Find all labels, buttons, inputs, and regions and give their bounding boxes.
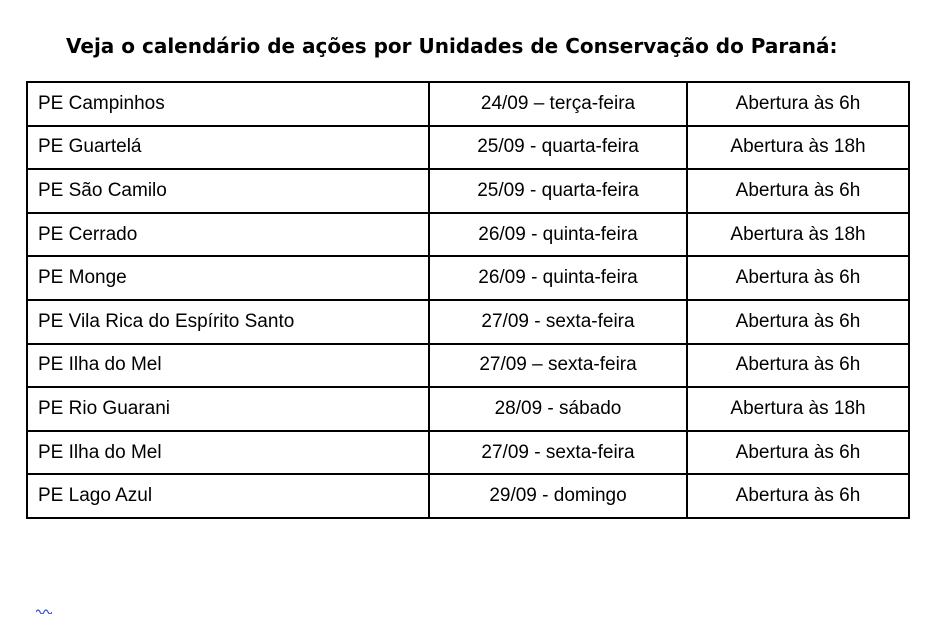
spellcheck-squiggle-icon bbox=[36, 608, 52, 614]
document-title: Veja o calendário de ações por Unidades de Conservação do Paraná: bbox=[66, 34, 838, 58]
park-name-cell: PE Ilha do Mel bbox=[27, 431, 429, 475]
date-cell: 26/09 - quinta-feira bbox=[429, 256, 687, 300]
table-row bbox=[27, 344, 909, 388]
park-name-cell: PE Guartelá bbox=[27, 126, 429, 170]
table-row bbox=[27, 256, 909, 300]
table-row bbox=[27, 169, 909, 213]
table-row bbox=[27, 82, 909, 126]
table-row bbox=[27, 300, 909, 344]
opening-time-cell: Abertura às 6h bbox=[687, 474, 909, 518]
opening-time-cell: Abertura às 18h bbox=[687, 126, 909, 170]
table-row bbox=[27, 431, 909, 475]
opening-time-cell: Abertura às 18h bbox=[687, 213, 909, 257]
park-name-cell: PE São Camilo bbox=[27, 169, 429, 213]
park-name-cell: PE Campinhos bbox=[27, 82, 429, 126]
table-row bbox=[27, 474, 909, 518]
park-name-cell: PE Monge bbox=[27, 256, 429, 300]
park-name-cell: PE Cerrado bbox=[27, 213, 429, 257]
date-cell: 25/09 - quarta-feira bbox=[429, 169, 687, 213]
date-cell: 24/09 – terça-feira bbox=[429, 82, 687, 126]
date-cell: 28/09 - sábado bbox=[429, 387, 687, 431]
date-cell: 25/09 - quarta-feira bbox=[429, 126, 687, 170]
opening-time-cell: Abertura às 6h bbox=[687, 344, 909, 388]
park-name-cell: PE Vila Rica do Espírito Santo bbox=[27, 300, 429, 344]
date-cell: 27/09 - sexta-feira bbox=[429, 431, 687, 475]
table-row bbox=[27, 387, 909, 431]
date-cell: 27/09 – sexta-feira bbox=[429, 344, 687, 388]
table-row bbox=[27, 213, 909, 257]
park-name-cell: PE Lago Azul bbox=[27, 474, 429, 518]
date-cell: 29/09 - domingo bbox=[429, 474, 687, 518]
park-name-cell: PE Rio Guarani bbox=[27, 387, 429, 431]
date-cell: 26/09 - quinta-feira bbox=[429, 213, 687, 257]
table-row bbox=[27, 126, 909, 170]
opening-time-cell: Abertura às 6h bbox=[687, 256, 909, 300]
opening-time-cell: Abertura às 6h bbox=[687, 431, 909, 475]
schedule-table bbox=[26, 81, 910, 519]
opening-time-cell: Abertura às 18h bbox=[687, 387, 909, 431]
opening-time-cell: Abertura às 6h bbox=[687, 169, 909, 213]
date-cell: 27/09 - sexta-feira bbox=[429, 300, 687, 344]
opening-time-cell: Abertura às 6h bbox=[687, 82, 909, 126]
opening-time-cell: Abertura às 6h bbox=[687, 300, 909, 344]
park-name-cell: PE Ilha do Mel bbox=[27, 344, 429, 388]
